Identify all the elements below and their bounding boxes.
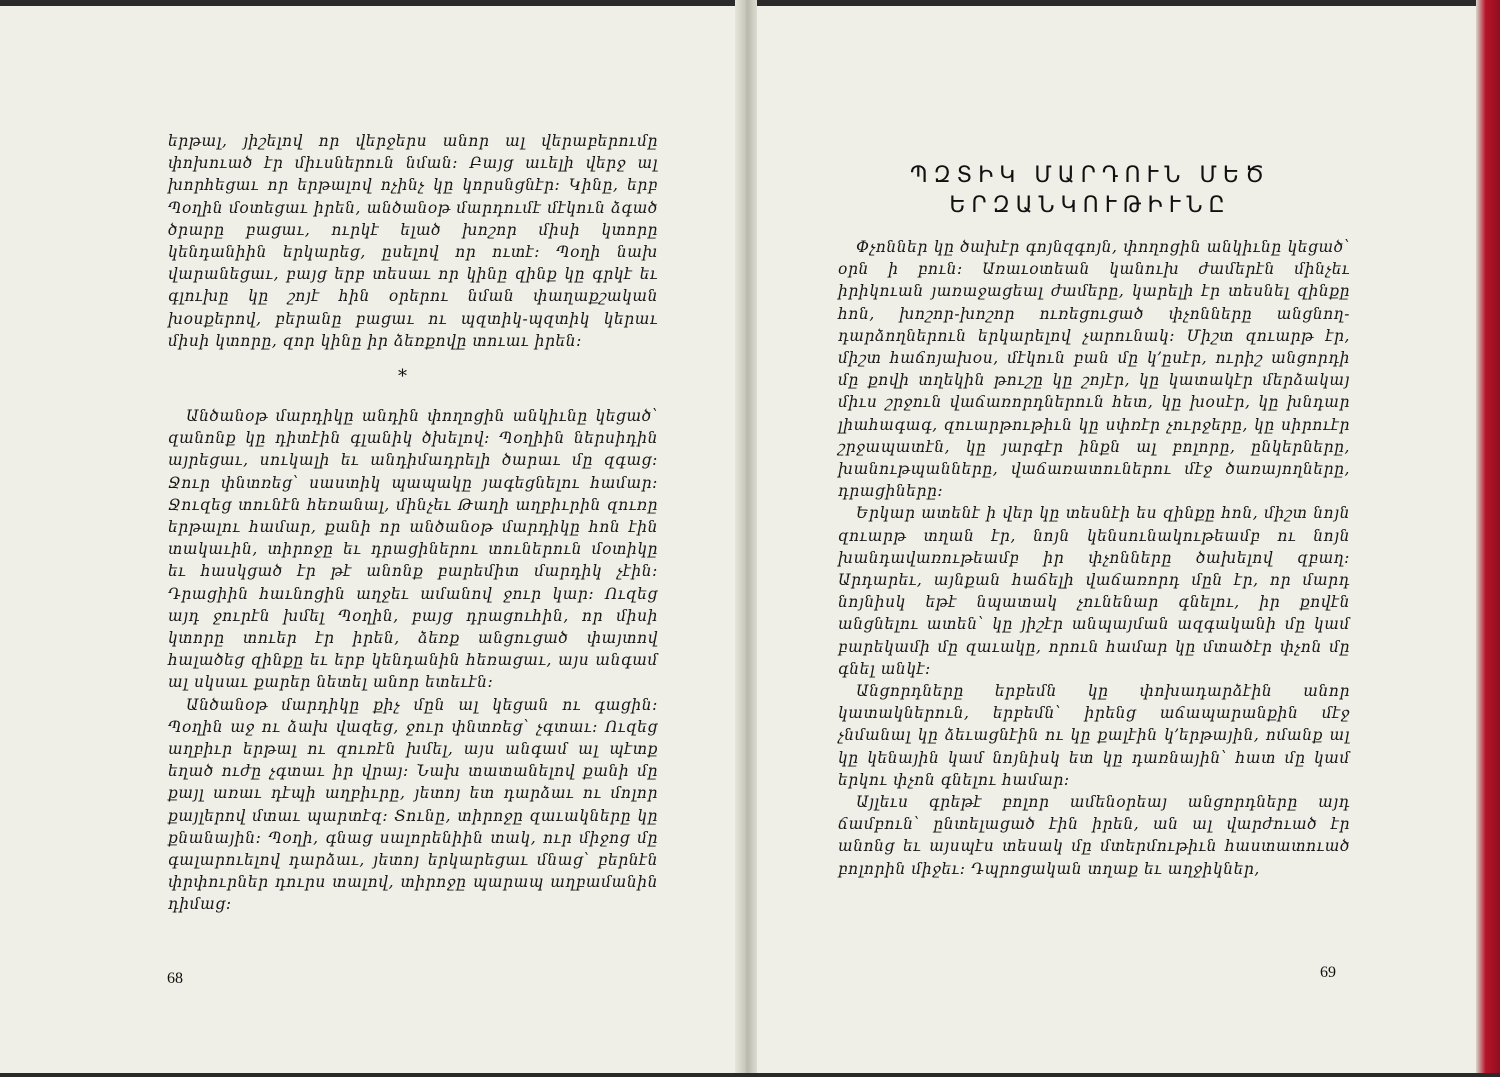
chapter-title-line: ԵՐԶԱՆԿՈՒԹԻՒՆԸ xyxy=(949,193,1231,218)
page-number: 69 xyxy=(1320,964,1336,981)
paragraph: Անծանօթ մարդիկը քիչ մըն ալ կեցան ու գացին։ Պօղին աջ ու ձախ վազեց, ջուր փնտռեց՝ չգտաւ։ Ուզեց աղբիւր երթալ ու զուռէն խմել, այս անգամ ալ պէտք եղած ուժը չգտաւ իր վրայ։ Նախ տատանելով քանի մը քայլ առաւ դէպի աղբիւրը, յետոյ ետ դարձաւ ու մոլոր քայլերով մտաւ պարտէզ։ Տունը, տիրոջը զաւակները կը քնանային։ Պօղի, գնաց սալորենիին տակ, ուր միջոց մը գալարուելով դարձաւ, յետոյ երկարեցաւ մնաց՝ բերնէն փրփուրներ դուրս տալով, տիրոջը պարապ աղբամանին դիմաց։ xyxy=(168,695,658,914)
book-gutter xyxy=(735,0,757,1077)
left-page-text-top xyxy=(168,130,658,352)
left-page-text-bottom xyxy=(168,405,658,916)
paragraph: Այլեւս գրեթէ բոլոր ամենօրեայ անցորդները այդ ճամբուն՝ ընտելացած էին իրեն, ան ալ վարժուած էր անոնց եւ այսպէս տեսակ մը մտերմութիւն հաստատուած բոլորին միջեւ։ Դպրոցական տղաք եւ աղջիկներ, xyxy=(838,793,1350,878)
right-page-text xyxy=(838,236,1350,880)
paragraph: Անցորդները երբեմն կը փոխադարձէին անոր կատակներուն, երբեմն՝ իրենց աճապարանքին մէջ չնմանալ կը ձեւացնէին ու կը քալէին կ՚երթային, ոմանք ալ կը կենային կամ նոյնիսկ ետ կը դառնային՝ հատ մը կամ երկու փչոն գնելու համար։ xyxy=(838,682,1350,789)
paragraph: երթալ, յիշելով որ վերջերս անոր ալ վերաբերումը փոխուած էր միւսներուն նման։ Բայց աւելի վերջ ալ խորհեցաւ որ երթալով ոչինչ կը կորսնցնէր։ Կինը, երբ Պօղին մօտեցաւ իրեն, անծանօթ մարդումէ մէկուն ձգած ծրարը բացաւ, ուրկէ ելած խոշոր միսի կտորը կենդանիին երկարեց, ըսելով որ ուտէ։ Պօղի նախ վարանեցաւ, բայց երբ տեսաւ որ կինը զինք կը գրկէ եւ գլուխը կը շոյէ հին օրերու նման փաղաքշական խօսքերով, բերանը բացաւ ու պզտիկ-պզտիկ կերաւ միսի կտորը, զոր կինը իր ձեռքովը տուաւ իրեն։ xyxy=(168,132,658,350)
book-edge xyxy=(1476,0,1500,1077)
paragraph: Երկար ատենէ ի վեր կը տեսնէի ես զինքը հոն, միշտ նոյն զուարթ տղան էր, նոյն կենսունակութեամբ ու նոյն խանդավառութեամբ իր փչոնները ծախելով զբաղ։ Արդարեւ, այնքան հաճելի վաճառորդ մըն էր, որ մարդ նոյնիսկ եթէ նպատակ չունենար գնելու, իր քովէն անցնելու ատեն՝ կը յիշէր անպայման ազգականի մը կամ բարեկամի մը զաւակը, որուն համար կը մտածէր փչոն մը գնել անկէ։ xyxy=(838,504,1350,678)
section-separator: * xyxy=(398,366,407,387)
paragraph: Անծանօթ մարդիկը անդին փողոցին անկիւնը կեցած՝ զանոնք կը դիտէին գլանիկ ծխելով։ Պօղիին ներսիդին այրեցաւ, սուկալի եւ անդիմադրելի ծարաւ մը զգաց։ Ջուր փնտռեց՝ սաստիկ պապակը յագեցնելու համար։ Ջուզեց տունէն հեռանալ, մինչեւ Թաղի աղբիւրին զուռը երթալու համար, քանի որ անծանօթ մարդիկը հոն էին տակաւին, տիրոջը եւ դրացիներու տուներուն մօտիկը եւ հասկցած էր թէ անոնք բարեմիտ մարդիկ չէին։ Դրացիին հաւնոցին աղջեւ ամանով ջուր կար։ Ուզեց այդ ջուրէն խմել Պօղին, բայց դրացուհին, որ միսի կտորը տուեր էր իրեն, ձեռք անցուցած փայտով հալածեց զինքը եւ երբ կենդանին հեռացաւ, այս անգամ ալ սկսաւ քարեր նետել անոր ետեւէն։ xyxy=(168,407,658,692)
left-page xyxy=(0,0,735,1077)
paragraph: Փչոններ կը ծախէր գոյնզգոյն, փողոցին անկիւնը կեցած՝ օրն ի բուն։ Առաւօտեան կանուխ ժամերէն մինչեւ իրիկուան յառաջացեալ ժամերը, կարելի էր տեսնել զինքը հոն, խոշոր-խոշոր ուռեցուցած փչոնները անցնող-դարձողներուն երկարելով չարունակ։ Միշտ զուարթ էր, միշտ հաճոյախօս, մէկուն բան մը կ՚ըսէր, ուրիշ անցորդի մը քովի տղեկին թուշը կը շոյէր, կը կատակէր մերձակայ միւս շրջուն վաճառորդներուն հետ, կը խօսէր, կը խնդար լիահագագ, զուարթութիւն կը սփռէր չուրջերը, կը սիրուէր շրջապատէն, կը յարգէր ինքն ալ բոլորը, ընկերները, խանութպանները, վաճառատուներու մէջ ծառայողները, դրացիները։ xyxy=(838,238,1350,501)
page-number: 68 xyxy=(167,970,183,987)
chapter-title-line: ՊԶՏԻԿ ՄԱՐԴՈՒՆ ՄԵԾ xyxy=(910,163,1270,188)
scan-bottom-edge xyxy=(0,1073,1500,1077)
chapter-title xyxy=(830,161,1350,221)
